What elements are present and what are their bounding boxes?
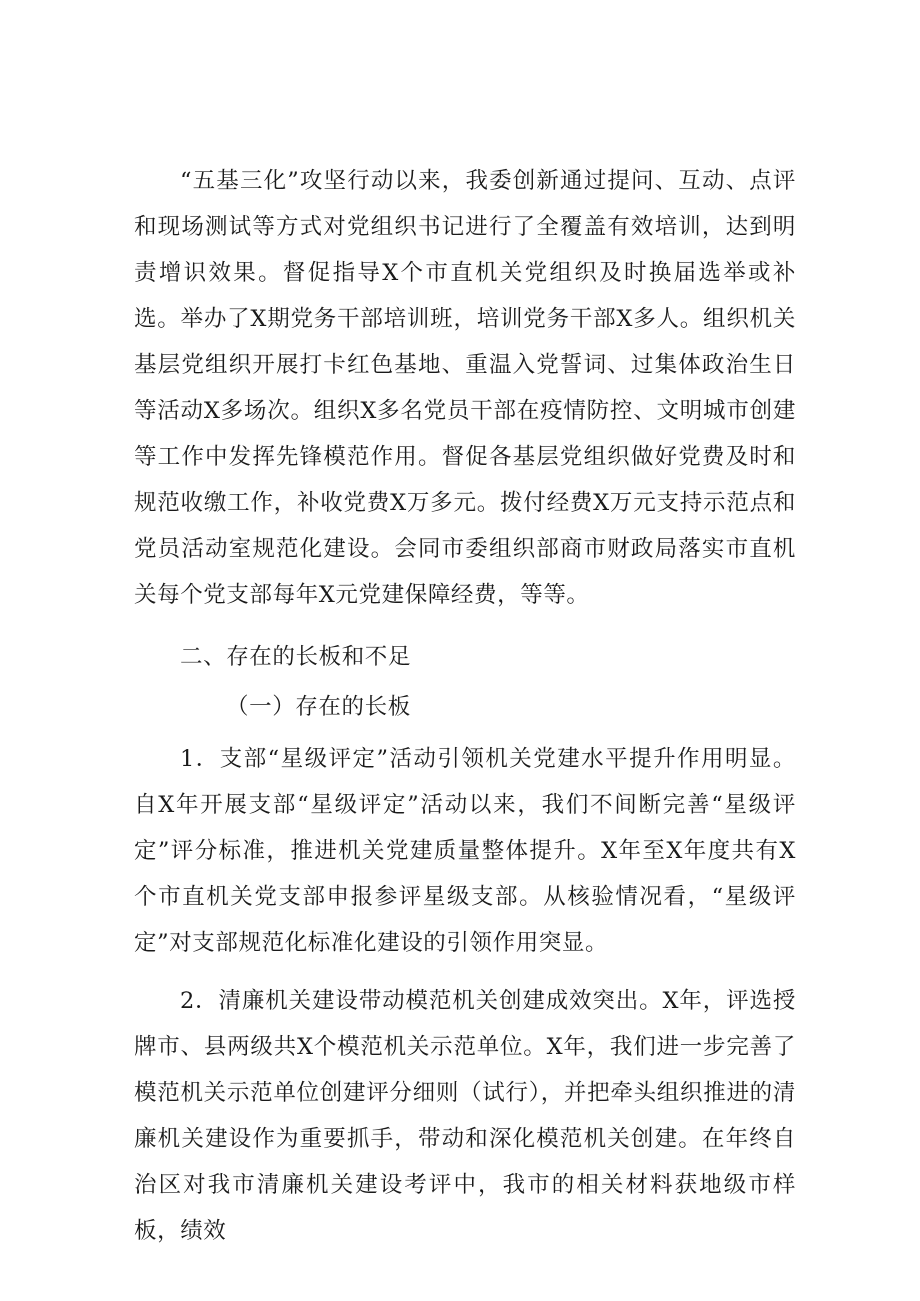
list-item-star-rating: 1．支部“星级评定”活动引领机关党建水平提升作用明显。自X年开展支部“星级评定”活动以来，我们不间断完善“星级评定”评分标准，推进机关党建质量整体提升。X年至X年度共有X个市直机关党支部申报参评星级支部。从核验情况看，“星级评定”对支部规范化标准化建设的引领作用突显。 bbox=[134, 746, 796, 956]
subsection-heading: （一）存在的长板 bbox=[226, 694, 411, 720]
document-body bbox=[134, 158, 796, 1254]
section-heading: 二、存在的长板和不足 bbox=[180, 644, 412, 670]
list-item-clean-government: 2．清廉机关建设带动模范机关创建成效突出。X年，评选授牌市、县两级共X个模范机关示范单位。X年，我们进一步完善了模范机关示范单位创建评分细则（试行），并把牵头组织推进的清廉机关建设作为重要抓手，带动和深化模范机关创建。在年终自治区对我市清廉机关建设考评中，我市的相关材料获地级市样板，绩效 bbox=[134, 988, 796, 1244]
paragraph-training-summary: “五基三化”攻坚行动以来，我委创新通过提问、互动、点评和现场测试等方式对党组织书记进行了全覆盖有效培训，达到明责增识效果。督促指导X个市直机关党组织及时换届选举或补选。举办了X期党务干部培训班，培训党务干部X多人。组织机关基层党组织开展打卡红色基地、重温入党誓词、过集体政治生日等活动X多场次。组织X多名党员干部在疫情防控、文明城市创建等工作中发挥先锋模范作用。督促各基层党组织做好党费及时和规范收缴工作，补收党费X万多元。拨付经费X万元支持示范点和党员活动室规范化建设。会同市委组织部商市财政局落实市直机关每个党支部每年X元党建保障经费，等等。 bbox=[134, 168, 796, 608]
